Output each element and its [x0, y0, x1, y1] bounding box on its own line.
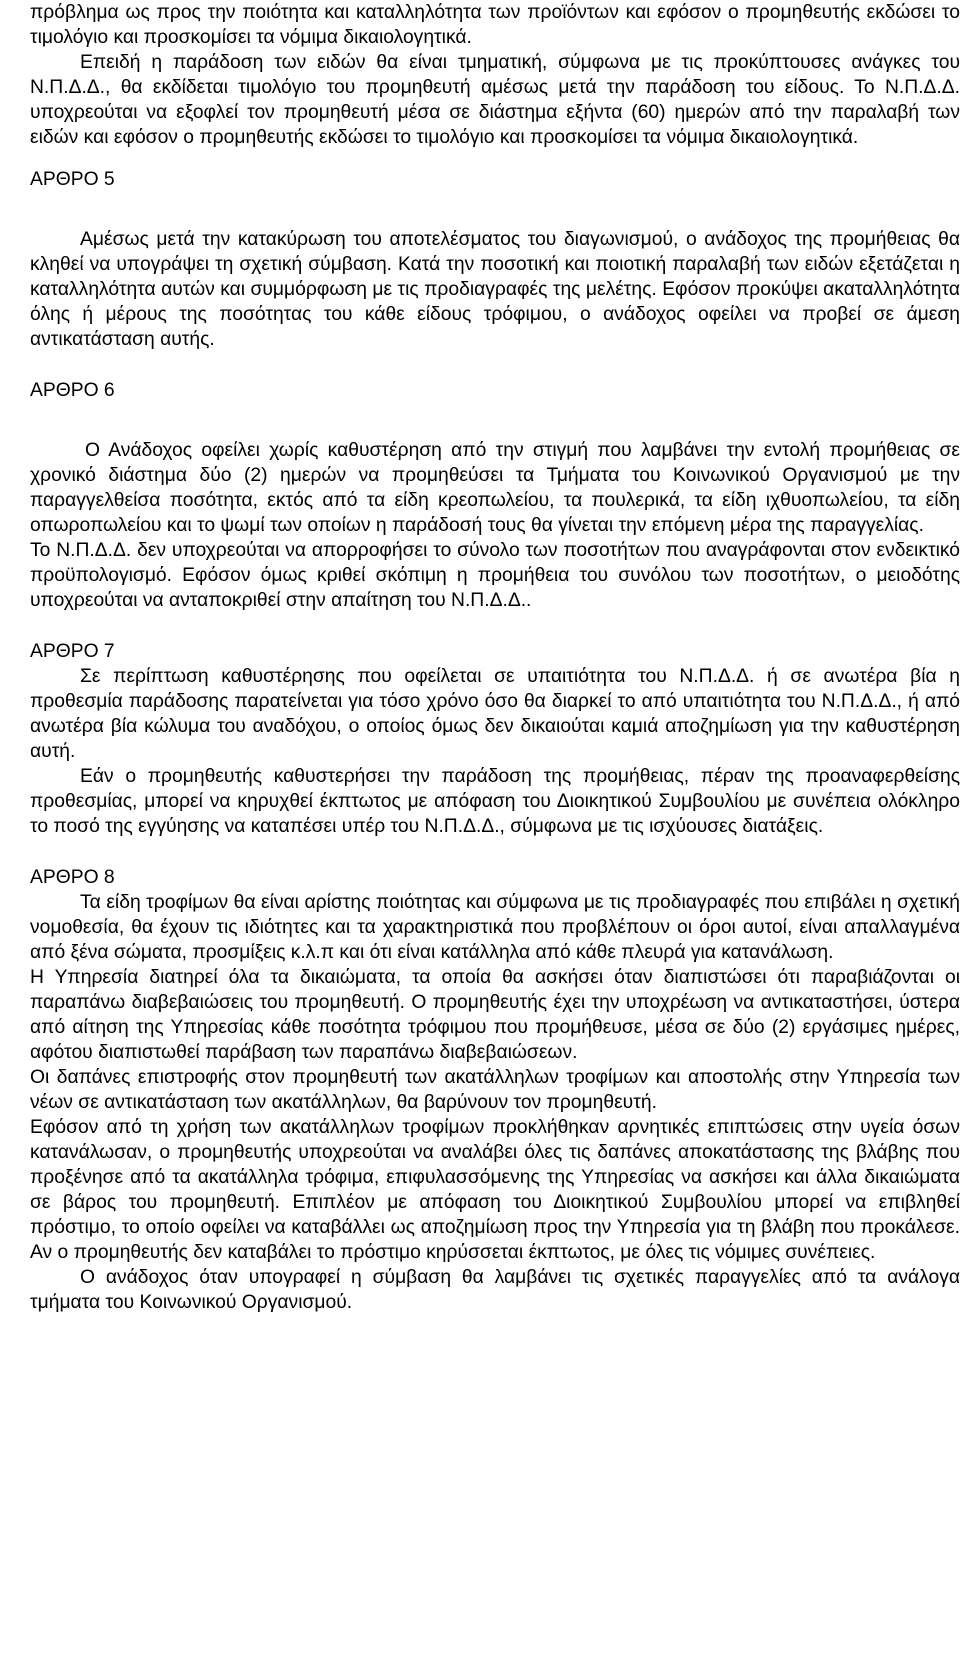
article-7-paragraph-2: Εάν ο προμηθευτής καθυστερήσει την παράδοση της προμήθειας, πέραν της προαναφερθείσης προθεσμίας, μπορεί να κηρυχθεί έκπτωτος με απόφαση του Διοικητικού Συμβουλίου με συνέπεια ολόκληρο το ποσό της εγγύησης να καταπέσει υπέρ του Ν.Π.Δ.Δ., σύμφωνα με τις ισχύουσες διατάξεις. [30, 766, 960, 837]
article-7-paragraph-1: Σε περίπτωση καθυστέρησης που οφείλεται σε υπαιτιότητα του Ν.Π.Δ.Δ. ή σε ανωτέρα βία η προθεσμία παράδοσης παρατείνεται για τόσο χρόνο όσο θα διαρκεί το από υπαιτιότητα του Ν.Π.Δ.Δ., ή από ανωτέρα βία κώλυμα του αναδόχου, ο οποίος όμως δεν δικαιούται καμιά αποζημίωση για την καθυστέρηση αυτή. [30, 666, 960, 762]
document-page [30, 0, 960, 1315]
article-8-title: ΑΡΘΡΟ 8 [30, 867, 115, 888]
intro-paragraph-1: πρόβλημα ως προς την ποιότητα και καταλληλότητα των προϊόντων και εφόσον ο προμηθευτής εκδώσει το τιμολόγιο και προσκομίσει τα νόμιμα δικαιολογητικά. [30, 2, 960, 48]
article-6-paragraph-1: Ο Ανάδοχος οφείλει χωρίς καθυστέρηση από την στιγμή που λαμβάνει την εντολή προμήθειας σε χρονικό διάστημα δύο (2) ημερών να προμηθεύσει τα Τμήματα του Κοινωνικού Οργανισμού με την παραγγελθείσα ποσότητα, εκτός από τα είδη κρεοπωλείου, τα πουλερικά, τα είδη ιχθυοπωλείου, τα είδη οπωροπωλείου και το ψωμί των οποίων η παράδοσή τους θα γίνεται την επόμενη μέρα της παραγγελίας. [30, 440, 960, 536]
article-7-title: ΑΡΘΡΟ 7 [30, 641, 115, 662]
article-8-paragraph-2: Η Υπηρεσία διατηρεί όλα τα δικαιώματα, τα οποία θα ασκήσει όταν διαπιστώσει ότι παραβιάζονται οι παραπάνω διαβεβαιώσεις του προμηθευτή. Ο προμηθευτής έχει την υποχρέωση να αντικαταστήσει, ύστερα από αίτηση της Υπηρεσίας κάθε ποσότητα τρόφιμου που προμήθευσε, μέσα σε δύο (2) εργάσιμες ημέρες, αφότου διαπιστωθεί παράβαση των παραπάνω διαβεβαιώσεων. [30, 967, 960, 1063]
article-6-paragraph-2: Το Ν.Π.Δ.Δ. δεν υποχρεούται να απορροφήσει το σύνολο των ποσοτήτων που αναγράφονται στον ενδεικτικό προϋπολογισμό. Εφόσον όμως κριθεί σκόπιμη η προμήθεια του συνόλου των ποσοτήτων, ο μειοδότης υποχρεούται να ανταποκριθεί στην απαίτηση του Ν.Π.Δ.Δ.. [30, 540, 960, 611]
article-6-title: ΑΡΘΡΟ 6 [30, 380, 115, 401]
article-8-paragraph-3: Οι δαπάνες επιστροφής στον προμηθευτή των ακατάλληλων τροφίμων και αποστολής στην Υπηρεσία των νέων σε αντικατάσταση των ακατάλληλων, θα βαρύνουν τον προμηθευτή. [30, 1067, 960, 1113]
article-5-title: ΑΡΘΡΟ 5 [30, 169, 115, 190]
intro-paragraph-2: Επειδή η παράδοση των ειδών θα είναι τμηματική, σύμφωνα με τις προκύπτουσες ανάγκες του Ν.Π.Δ.Δ., θα εκδίδεται τιμολόγιο του προμηθευτή αμέσως μετά την παράδοση του είδους. Το Ν.Π.Δ.Δ. υποχρεούται να εξοφλεί τον προμηθευτή μέσα σε διάστημα εξήντα (60) ημερών από την παραλαβή των ειδών και εφόσον ο προμηθευτής εκδώσει το τιμολόγιο και προσκομίσει τα νόμιμα δικαιολογητικά. [30, 52, 960, 148]
article-8-paragraph-5: Ο ανάδοχος όταν υπογραφεί η σύμβαση θα λαμβάνει τις σχετικές παραγγελίες από τα ανάλογα τμήματα του Κοινωνικού Οργανισμού. [30, 1267, 960, 1313]
article-8-paragraph-1: Τα είδη τροφίμων θα είναι αρίστης ποιότητας και σύμφωνα με τις προδιαγραφές που επιβάλει η σχετική νομοθεσία, θα έχουν τις ιδιότητες και τα χαρακτηριστικά που προβλέπουν οι όροι αυτοί, είναι απαλλαγμένα από ξένα σώματα, προσμίξεις κ.λ.π και ότι είναι κατάλληλα από κάθε πλευρά για κατανάλωση. [30, 892, 960, 963]
article-5-paragraph-1: Αμέσως μετά την κατακύρωση του αποτελέσματος του διαγωνισμού, ο ανάδοχος της προμήθειας θα κληθεί να υπογράψει τη σχετική σύμβαση. Κατά την ποσοτική και ποιοτική παραλαβή των ειδών εξετάζεται η καταλληλότητα αυτών και συμμόρφωση με τις προδιαγραφές της μελέτης. Εφόσον προκύψει ακαταλληλότητα όλης ή μέρους της ποσότητας του κάθε είδους τρόφιμου, ο ανάδοχος οφείλει να προβεί σε άμεση αντικατάσταση αυτής. [30, 229, 960, 350]
article-8-paragraph-4: Εφόσον από τη χρήση των ακατάλληλων τροφίμων προκλήθηκαν αρνητικές επιπτώσεις στην υγεία όσων κατανάλωσαν, ο προμηθευτής υποχρεούται να αναλάβει όλες τις δαπάνες αποκατάστασης της βλάβης που προξένησε από τα ακατάλληλα τρόφιμα, επιφυλασσόμενης της Υπηρεσίας να ασκήσει και άλλα δικαιώματα σε βάρος του προμηθευτή. Επιπλέον με απόφαση του Διοικητικού Συμβουλίου μπορεί να επιβληθεί πρόστιμο, το οποίο οφείλει να καταβάλλει ως αποζημίωση προς την Υπηρεσία για τη βλάβη που προκάλεσε. Αν ο προμηθευτής δεν καταβάλει το πρόστιμο κηρύσσεται έκπτωτος, με όλες τις νόμιμες συνέπειες. [30, 1117, 960, 1263]
